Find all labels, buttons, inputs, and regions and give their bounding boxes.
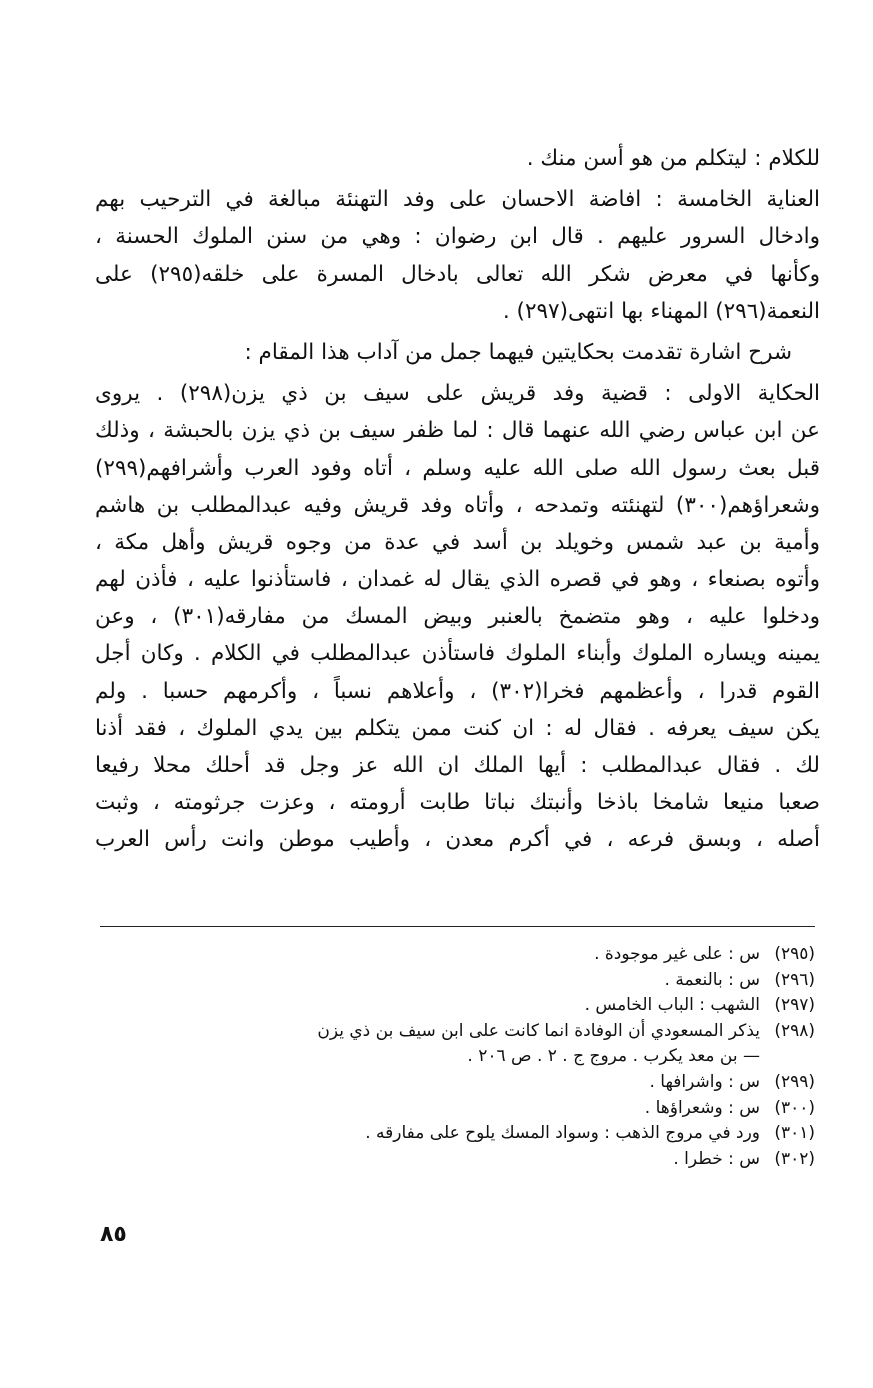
text-line: عن ابن عباس رضي الله عنهما قال : لما ظفر سيف بن ذي يزن بالحبشة ، وذلك <box>95 418 820 444</box>
text-line: العناية الخامسة : افاضة الاحسان على وفد التهنئة مبالغة في الترحيب بهم <box>95 187 820 213</box>
text-line: وأمية بن عبد شمس وخويلد بن أسد في عدة من وجوه قريش وأهل مكة ، <box>95 529 820 555</box>
footnote-text: س : واشرافها . <box>649 1071 760 1092</box>
text-line: قبل بعث رسول الله صلى الله عليه وسلم ، أتاه وفود العرب وأشرافهم(٢٩٩) <box>95 455 820 481</box>
footnote <box>300 968 815 994</box>
footnote <box>300 1096 815 1122</box>
footnote-number: (٣٠٠) <box>774 1097 815 1118</box>
footnote-text: س : خطرا . <box>673 1148 760 1169</box>
footnote <box>300 1070 815 1096</box>
text-line: يمينه ويساره الملوك وأبناء الملوك فاستأذن عبدالمطلب في الكلام . وكان أجل <box>95 641 820 667</box>
section-heading: شرح اشارة تقدمت بحكايتين فيهما جمل من آداب هذا المقام : <box>244 339 792 365</box>
text-line: ودخلوا عليه ، وهو متضمخ بالعنبر وبيض المسك من مفارقه(٣٠١) ، وعن <box>95 604 820 630</box>
footnote <box>300 993 815 1019</box>
footnote-text: س : بالنعمة . <box>664 969 760 990</box>
text-line: وشعراؤهم(٣٠٠) لتهنئته وتمدحه ، وأتاه وفد قريش وفيه عبدالمطلب بن هاشم <box>95 492 820 518</box>
footnote-number: (٢٩٩) <box>774 1071 815 1092</box>
page-number: ٨٥ <box>100 1222 127 1247</box>
footnote-number: (٢٩٧) <box>774 995 815 1016</box>
main-text <box>95 140 820 859</box>
text-line: وادخال السرور عليهم . قال ابن رضوان : وهي من سنن الملوك الحسنة ، <box>95 224 820 250</box>
footnote-divider <box>100 926 815 927</box>
footnote <box>300 1121 815 1147</box>
footnote-text: س : وشعراؤها . <box>644 1097 760 1118</box>
text-line: القوم قدرا ، وأعظمهم فخرا(٣٠٢) ، وأعلاهم نسباً ، وأكرمهم حسبا . ولم <box>95 678 820 704</box>
text-line: الحكاية الاولى : قضية وفد قريش على سيف بن ذي يزن(٢٩٨) . يروى <box>95 381 820 407</box>
footnote-number: (٣٠٢) <box>774 1148 815 1169</box>
footnotes <box>300 942 815 1172</box>
footnote <box>300 942 815 968</box>
footnote <box>300 1019 815 1070</box>
footnote-number: (٢٩٦) <box>774 969 815 990</box>
footnote-number: (٢٩٨) <box>774 1020 815 1041</box>
text-line: لك . فقال عبدالمطلب : أيها الملك ان الله عز وجل قد أحلك محلا رفيعا <box>95 753 820 778</box>
text-line: للكلام : ليتكلم من هو أسن منك . <box>526 146 820 171</box>
footnote-text: يذكر المسعودي أن الوفادة انما كانت على ابن سيف بن ذي يزن — بن معد يكرب . مروج ج . ٢ . ص ٢٠٦ . <box>317 1020 760 1067</box>
text-line: أصله ، وبسق فرعه ، في أكرم معدن ، وأطيب موطن وانت رأس العرب <box>95 827 820 853</box>
footnote <box>300 1147 815 1173</box>
text-line: يكن سيف يعرفه . فقال له : ان كنت ممن يتكلم بين يدي الملوك ، فقد أذنا <box>95 715 820 741</box>
text-line: صعبا منيعا شامخا باذخا وأنبتك نباتا طابت أرومته ، وعزت جرثومته ، وثبت <box>95 790 820 816</box>
footnote-number: (٣٠١) <box>774 1123 815 1144</box>
text-line: وكأنها في معرض شكر الله تعالى بادخال المسرة على خلقه(٢٩٥) على <box>95 261 820 287</box>
footnote-text: ورد في مروج الذهب : وسواد المسك يلوح على مفارقه . <box>365 1123 760 1144</box>
footnote-text: الشهب : الباب الخامس . <box>584 995 760 1016</box>
footnote-text: س : على غير موجودة . <box>594 944 760 964</box>
text-line: وأتوه بصنعاء ، وهو في قصره الذي يقال له غمدان ، فاستأذنوا عليه ، فأذن لهم <box>95 567 820 593</box>
text-line: النعمة(٢٩٦) المهناء بها انتهى(٢٩٧) . <box>502 298 820 324</box>
footnote-number: (٢٩٥) <box>774 944 815 964</box>
